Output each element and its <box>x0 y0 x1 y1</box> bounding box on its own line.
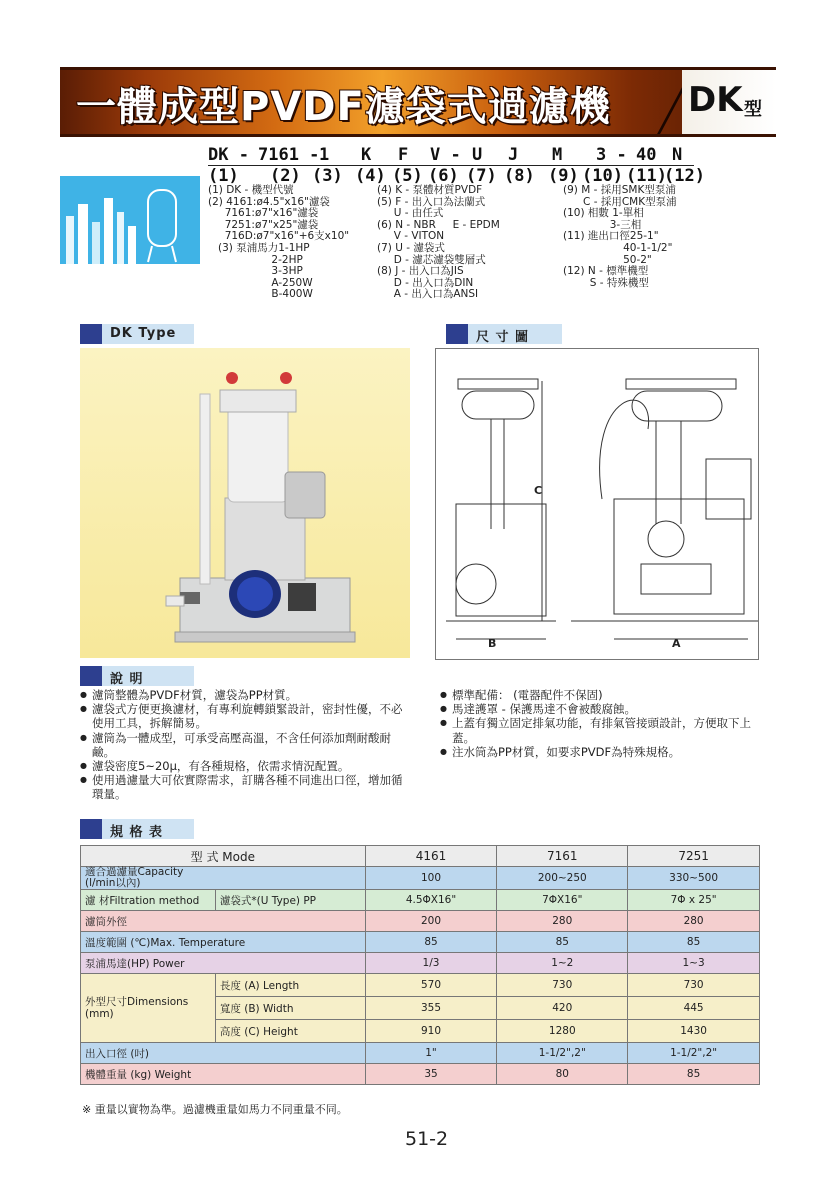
code-part: V - <box>430 145 461 165</box>
table-cell: 外型尺寸Dimensions (mm) <box>81 974 216 1043</box>
code-index: (4) <box>355 166 386 186</box>
description-right <box>440 688 760 759</box>
code-index: (2) <box>270 166 301 186</box>
table-cell: 濾筒外徑 <box>81 911 366 932</box>
table-cell: 730 <box>497 974 628 997</box>
table-cell: 長度 (A) Length <box>215 974 365 997</box>
table-cell: 高度 (C) Height <box>215 1020 365 1043</box>
description-item: ● 使用過濾量大可依實際需求，訂購各種不同進出口徑，增加循環量。 <box>80 773 410 801</box>
table-cell: 570 <box>365 974 497 997</box>
code-index: (11) <box>626 166 667 186</box>
table-cell: 1-1/2",2" <box>497 1043 628 1064</box>
table-cell: 1430 <box>628 1020 760 1043</box>
section-label: DK Type <box>110 326 177 341</box>
description-item: ● 上蓋有獨立固定排氣功能，有排氣管接頭設計，方便取下上蓋。 <box>440 716 760 744</box>
table-cell: 85 <box>497 932 628 953</box>
section-dimension <box>446 324 562 344</box>
table-cell: 濾 材Filtration method <box>81 890 216 911</box>
technical-drawing <box>436 349 758 659</box>
section-marker <box>80 666 102 686</box>
code-part: 3 - <box>596 145 627 165</box>
table-cell: 100 <box>365 867 497 890</box>
table-cell: 7251 <box>628 846 760 867</box>
table-cell: 1~3 <box>628 953 760 974</box>
code-part: M <box>552 145 563 165</box>
page-title: 一體成型PVDF濾袋式過濾機 <box>76 84 611 130</box>
spec-table <box>80 845 760 1085</box>
table-row <box>81 867 760 890</box>
table-cell: 1~2 <box>497 953 628 974</box>
code-index: (9) <box>548 166 579 186</box>
label-c: C <box>534 484 543 497</box>
section-label: 說 明 <box>110 672 144 687</box>
product-thumbnail <box>60 176 200 264</box>
section-label: 規 格 表 <box>110 825 164 840</box>
table-cell: 330~500 <box>628 867 760 890</box>
table-row <box>81 974 760 997</box>
description-item: ● 標準配備： (電器配件不保固) <box>440 688 760 702</box>
dimension-drawing <box>435 348 759 660</box>
section-description <box>80 666 194 686</box>
code-part: J <box>508 145 519 165</box>
table-cell: 730 <box>628 974 760 997</box>
table-cell: 7Φ x 25" <box>628 890 760 911</box>
table-cell: 200~250 <box>497 867 628 890</box>
code-part: 40 <box>636 145 657 165</box>
code-part: F <box>398 145 409 165</box>
footnote: ※ 重量以實物為準。過濾機重量如馬力不同重量不同。 <box>82 1103 348 1116</box>
table-cell: 4.5ΦX16" <box>365 890 497 911</box>
legend-column-2: (4) K - 泵體材質PVDF (5) F - 出入口為法蘭式 U - 由任式 (6) N - NBR E - EPDM V - VITON (7) U - 濾袋式 D - 濾芯濾袋雙層式 (8) J - 出入口為JIS D - 出入口為DIN A - 出入口為ANSI <box>377 184 500 301</box>
table-cell: 7ΦX16" <box>497 890 628 911</box>
model-suffix: 型 <box>744 99 762 120</box>
code-index: (3) <box>312 166 343 186</box>
code-index: (5) <box>392 166 423 186</box>
table-cell: 80 <box>497 1064 628 1085</box>
table-cell: 泵浦馬達(HP) Power <box>81 953 366 974</box>
table-cell: 910 <box>365 1020 497 1043</box>
table-cell: 溫度範圍 (℃)Max. Temperature <box>81 932 366 953</box>
table-cell: 7161 <box>497 846 628 867</box>
table-cell: 280 <box>628 911 760 932</box>
table-cell: 355 <box>365 997 497 1020</box>
code-part: N <box>672 145 683 165</box>
table-cell: 85 <box>628 1064 760 1085</box>
description-item: ● 濾袋密度5~20μ，有各種規格，依需求情況配置。 <box>80 759 410 773</box>
table-cell: 機體重量 (kg) Weight <box>81 1064 366 1085</box>
section-marker <box>80 819 102 839</box>
code-part: 1 <box>319 145 330 165</box>
section-marker <box>80 324 102 344</box>
section-dk-type <box>80 324 194 344</box>
description-item: ● 濾袋式方便更換濾材，有專利旋轉鎖緊設計，密封性優，不必使用工具，拆解簡易。 <box>80 702 410 730</box>
table-row <box>81 890 760 911</box>
description-item: ● 馬達護罩 - 保護馬達不會被酸腐蝕。 <box>440 702 760 716</box>
section-label: 尺 寸 圖 <box>476 330 530 345</box>
table-cell: 200 <box>365 911 497 932</box>
table-row <box>81 1064 760 1085</box>
product-photo <box>80 348 410 658</box>
table-row <box>81 932 760 953</box>
label-b: B <box>488 637 497 650</box>
code-part: U <box>472 145 483 165</box>
table-row <box>81 1043 760 1064</box>
code-part: DK - <box>208 145 249 165</box>
code-index: (7) <box>466 166 497 186</box>
code-index: (6) <box>428 166 459 186</box>
model-badge: DK <box>688 80 743 120</box>
code-index: (10) <box>582 166 623 186</box>
table-cell: 35 <box>365 1064 497 1085</box>
thumbnail-graphic <box>60 176 200 264</box>
description-item: ● 濾筒整體為PVDF材質，濾袋為PP材質。 <box>80 688 410 702</box>
table-cell: 1/3 <box>365 953 497 974</box>
title-banner <box>60 67 776 137</box>
section-spec <box>80 819 194 839</box>
code-index: (12) <box>664 166 705 186</box>
table-cell: 4161 <box>365 846 497 867</box>
table-cell: 280 <box>497 911 628 932</box>
table-row <box>81 846 760 867</box>
table-cell: 出入口徑 (吋) <box>81 1043 366 1064</box>
filter-machine-illustration <box>80 348 410 658</box>
table-cell: 85 <box>628 932 760 953</box>
code-index: (1) <box>208 166 239 186</box>
code-part: 7161 - <box>258 145 320 165</box>
table-cell: 420 <box>497 997 628 1020</box>
label-a: A <box>672 637 681 650</box>
description-left <box>80 688 410 802</box>
section-marker <box>446 324 468 344</box>
description-item: ● 注水筒為PP材質，如要求PVDF為特殊規格。 <box>440 745 760 759</box>
code-index: (8) <box>504 166 535 186</box>
page-number: 51-2 <box>405 1128 449 1150</box>
table-cell: 型 式 Mode <box>81 846 366 867</box>
table-cell: 寬度 (B) Width <box>215 997 365 1020</box>
table-cell: 1" <box>365 1043 497 1064</box>
table-row <box>81 911 760 932</box>
code-part: K <box>361 145 372 165</box>
table-row <box>81 953 760 974</box>
table-cell: 85 <box>365 932 497 953</box>
table-cell: 445 <box>628 997 760 1020</box>
table-cell: 1-1/2",2" <box>628 1043 760 1064</box>
legend-column-3: (9) M - 採用SMK型泵浦 C - 採用CMK型泵浦 (10) 相數 1-單相 3-三相 (11) 進出口徑25-1" 40-1-1/2" 50-2" (12) N - 標準機型 S - 特殊機型 <box>563 184 677 289</box>
table-cell: 1280 <box>497 1020 628 1043</box>
description-item: ● 濾筒為一體成型，可承受高壓高溫，不含任何添加劑耐酸耐鹼。 <box>80 731 410 759</box>
table-cell: 濾袋式*(U Type) PP <box>215 890 365 911</box>
legend-column-1: (1) DK - 機型代號 (2) 4161:ø4.5"x16"濾袋 7161:ø7"x16"濾袋 7251:ø7"x25"濾袋 716D:ø7"x16"+6支x10" (3) 泵浦馬力1-1HP 2-2HP 3-3HP A-250W B-400W <box>208 184 350 301</box>
table-cell: 適合過濾量Capacity (l/min以內) <box>81 867 366 890</box>
